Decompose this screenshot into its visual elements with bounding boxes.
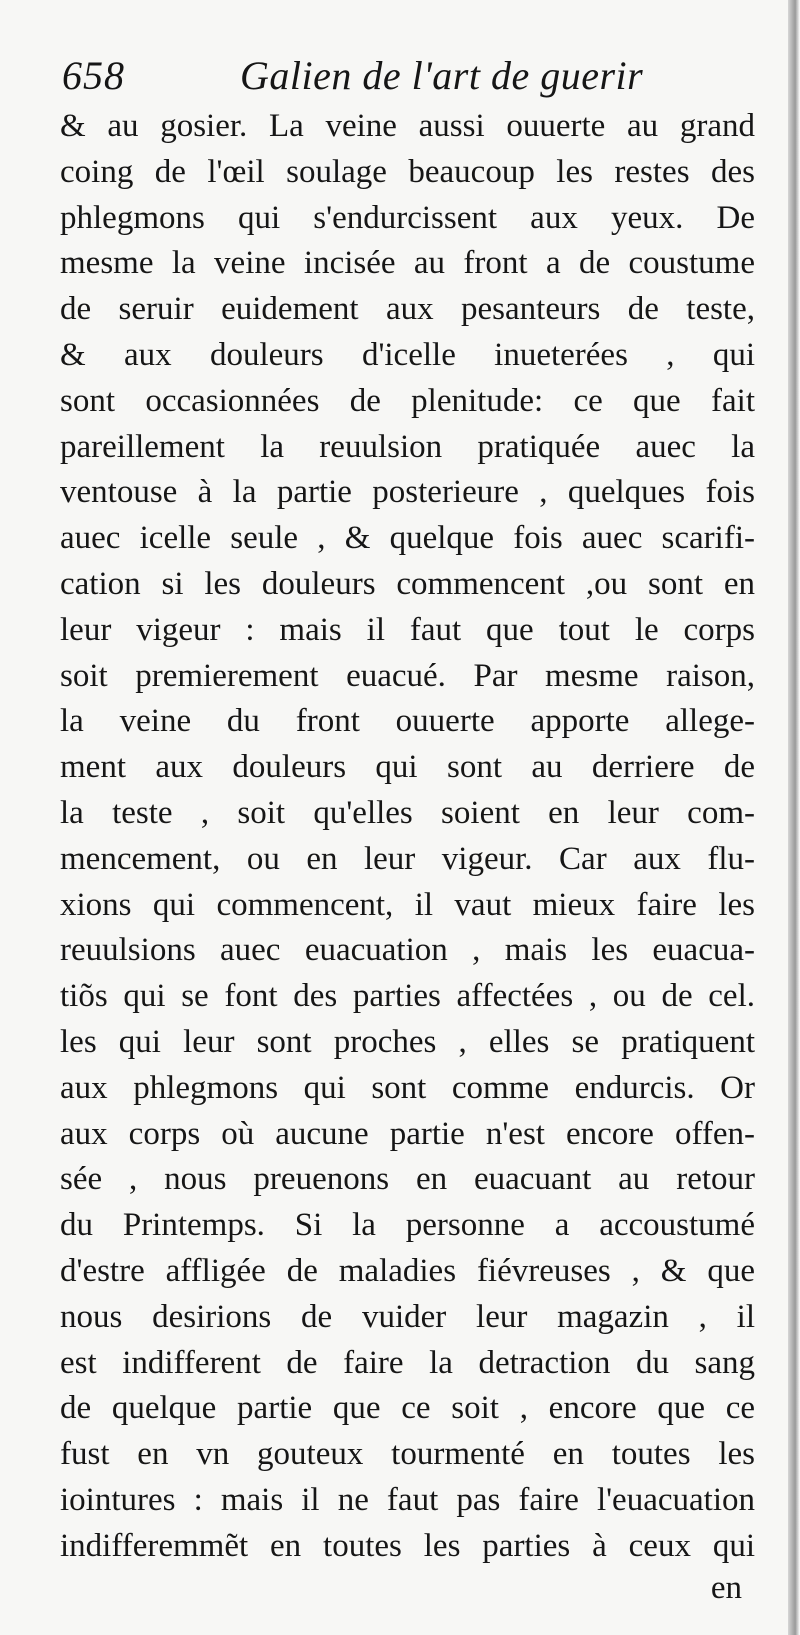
text-line: iointures : mais il ne faut pas faire l'euacuation bbox=[60, 1481, 755, 1518]
text-line: coing de l'œil soulage beaucoup les restes des bbox=[60, 153, 755, 190]
text-line: tiõs qui se font des parties affectées , ou de cel. bbox=[60, 978, 755, 1015]
text-line: sont occasionnées de plenitude: ce que fait bbox=[60, 382, 755, 419]
page-header bbox=[62, 48, 762, 104]
text-line: leur vigeur : mais il faut que tout le corps bbox=[60, 611, 755, 648]
text-line: & au gosier. La veine aussi ouuerte au grand bbox=[60, 108, 755, 144]
text-line: de quelque partie que ce soit , encore que ce bbox=[60, 1390, 755, 1427]
page-number: 658 bbox=[62, 53, 125, 98]
text-line: la teste , soit qu'elles soient en leur com- bbox=[60, 794, 755, 831]
text-line: cation si les douleurs commencent ,ou sont en bbox=[60, 565, 755, 602]
text-line: ment aux douleurs qui sont au derriere de bbox=[60, 749, 755, 786]
text-line: du Printemps. Si la personne a accoustumé bbox=[60, 1207, 755, 1244]
text-line: indifferemmẽt en toutes les parties à ceux qui bbox=[60, 1527, 755, 1564]
text-line: aux corps où aucune partie n'est encore offen- bbox=[60, 1115, 755, 1152]
text-line: nous desirions de vuider leur magazin , il bbox=[60, 1298, 755, 1335]
text-line: & aux douleurs d'icelle inueterées , qui bbox=[60, 336, 755, 373]
text-line: auec icelle seule , & quelque fois auec scarifi- bbox=[60, 520, 755, 557]
text-line: ventouse à la partie posterieure , quelques fois bbox=[60, 474, 755, 511]
text-line: est indifferent de faire la detraction du sang bbox=[60, 1344, 755, 1381]
running-title: Galien de l'art de guerir bbox=[240, 53, 644, 98]
text-line: fust en vn gouteux tourmenté en toutes les bbox=[60, 1436, 755, 1473]
catchword: en bbox=[710, 1570, 742, 1606]
text-line: phlegmons qui s'endurcissent aux yeux. De bbox=[60, 199, 755, 236]
text-line: de seruir euidement aux pesanteurs de teste, bbox=[60, 291, 755, 328]
text-line: sée , nous preuenons en euacuant au retour bbox=[60, 1161, 755, 1198]
text-line: soit premierement euacué. Par mesme raison, bbox=[60, 657, 755, 694]
text-line: d'estre affligée de maladies fiévreuses , & que bbox=[60, 1252, 755, 1289]
text-line: xions qui commencent, il vaut mieux faire les bbox=[60, 886, 755, 923]
text-line: la veine du front ouuerte apporte allege- bbox=[60, 703, 755, 740]
body-text bbox=[60, 104, 755, 1570]
page-edge bbox=[788, 0, 800, 1635]
text-line: reuulsions auec euacuation , mais les euacua- bbox=[60, 932, 755, 969]
text-line: aux phlegmons qui sont comme endurcis. Or bbox=[60, 1069, 755, 1106]
text-line: mencement, ou en leur vigeur. Car aux flu- bbox=[60, 840, 755, 877]
text-line: pareillement la reuulsion pratiquée auec la bbox=[60, 428, 755, 465]
text-line: mesme la veine incisée au front a de coustume bbox=[60, 245, 755, 282]
text-line: les qui leur sont proches , elles se pratiquent bbox=[60, 1023, 755, 1060]
